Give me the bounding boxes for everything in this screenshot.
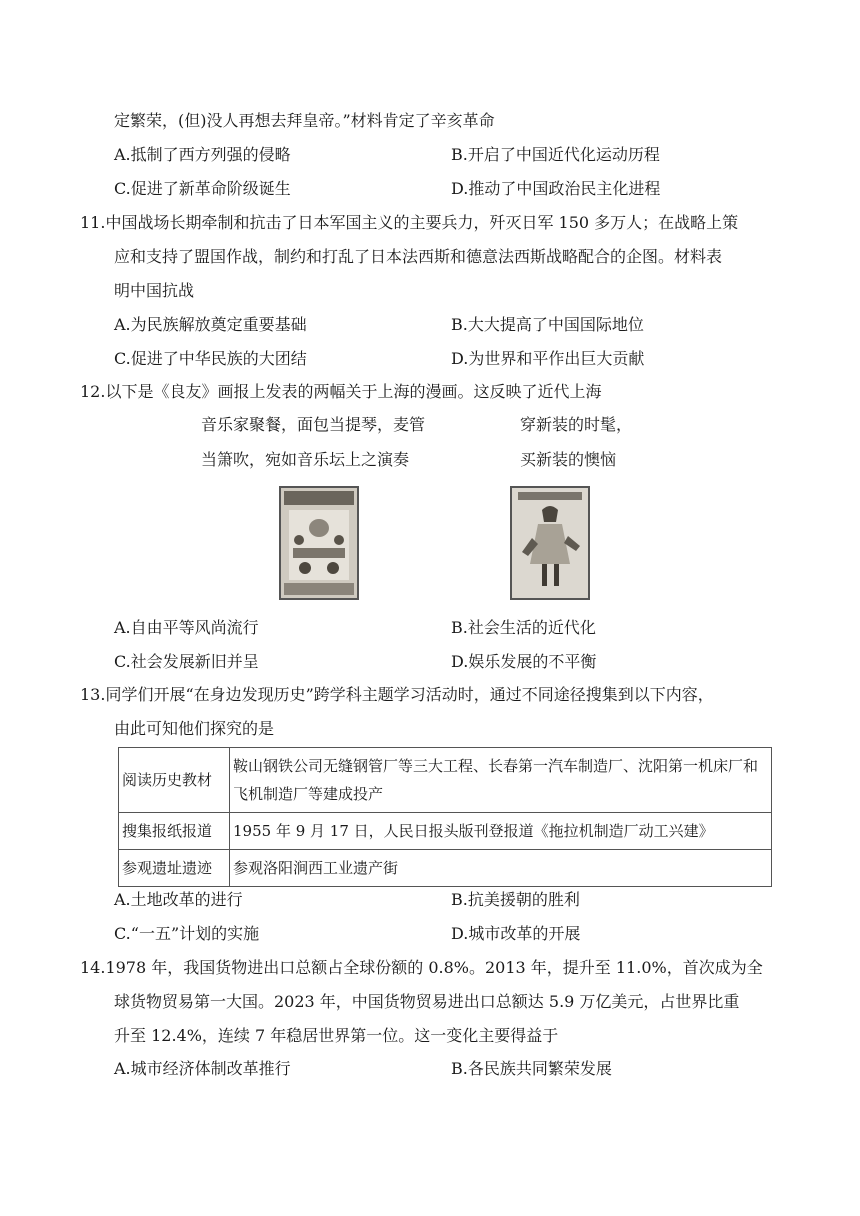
table-row bbox=[119, 748, 772, 813]
q11-option-c[interactable]: C.促进了中华民族的大团结 bbox=[114, 349, 307, 368]
q14-stem-line1: 14.1978 年，我国货物进出口总额占全球份额的 0.8%。2013 年，提升至 11.0%，首次成为全 bbox=[80, 958, 763, 977]
table-row bbox=[119, 813, 772, 850]
q12-caption-right-line1: 穿新装的时髦， bbox=[520, 415, 633, 434]
table-row bbox=[119, 850, 772, 887]
q12-option-c[interactable]: C.社会发展新旧并呈 bbox=[114, 652, 259, 671]
table-row-content: 参观洛阳涧西工业遗产街 bbox=[230, 850, 772, 887]
q11-stem-line1: 11.中国战场长期牵制和抗击了日本军国主义的主要兵力，歼灭日军 150 多万人；在战略上策 bbox=[80, 213, 739, 232]
q11-stem-line3: 明中国抗战 bbox=[114, 281, 195, 300]
q10-option-b[interactable]: B.开启了中国近代化运动历程 bbox=[451, 145, 660, 164]
table-row-header: 搜集报纸报道 bbox=[119, 813, 230, 850]
cartoon-musicians-drawing bbox=[281, 488, 357, 598]
q13-option-c[interactable]: C.“一五”计划的实施 bbox=[114, 924, 260, 943]
table-row-header: 参观遗址遗迹 bbox=[119, 850, 230, 887]
q13-option-b[interactable]: B.抗美援朝的胜利 bbox=[451, 890, 580, 909]
q11-option-b[interactable]: B.大大提高了中国国际地位 bbox=[451, 315, 644, 334]
q13-option-d[interactable]: D.城市改革的开展 bbox=[451, 924, 581, 943]
q14-stem-line2: 球货物贸易第一大国。2023 年，中国货物贸易进出口总额达 5.9 万亿美元，占世界比重 bbox=[114, 992, 740, 1011]
q14-stem-line3: 升至 12.4%，连续 7 年稳居世界第一位。这一变化主要得益于 bbox=[114, 1026, 559, 1045]
q12-stem: 12.以下是《良友》画报上发表的两幅关于上海的漫画。这反映了近代上海 bbox=[80, 382, 602, 401]
table-row-content: 1955 年 9 月 17 日，人民日报头版刊登报道《拖拉机制造厂动工兴建》 bbox=[230, 813, 772, 850]
cartoon-fashion-drawing bbox=[512, 488, 588, 598]
cartoon-fashion-image bbox=[510, 486, 590, 600]
q13-source-table bbox=[118, 747, 772, 887]
q12-caption-left-line2: 当箫吹，宛如音乐坛上之演奏 bbox=[201, 450, 410, 469]
cartoon-musicians-dining-image bbox=[279, 486, 359, 600]
q10-stem-continued: 定繁荣，(但)没人再想去拜皇帝。”材料肯定了辛亥革命 bbox=[114, 111, 495, 130]
q10-option-a[interactable]: A.抵制了西方列强的侵略 bbox=[114, 145, 291, 164]
q13-option-a[interactable]: A.土地改革的进行 bbox=[114, 890, 243, 909]
q10-option-d[interactable]: D.推动了中国政治民主化进程 bbox=[451, 179, 661, 198]
q11-option-d[interactable]: D.为世界和平作出巨大贡献 bbox=[451, 349, 645, 368]
q10-option-c[interactable]: C.促进了新革命阶级诞生 bbox=[114, 179, 291, 198]
q13-stem-line1: 13.同学们开展“在身边发现历史”跨学科主题学习活动时，通过不同途径搜集到以下内容， bbox=[80, 685, 714, 704]
q12-option-a[interactable]: A.自由平等风尚流行 bbox=[114, 618, 259, 637]
q11-option-a[interactable]: A.为民族解放奠定重要基础 bbox=[114, 315, 307, 334]
q12-option-d[interactable]: D.娱乐发展的不平衡 bbox=[451, 652, 597, 671]
q14-option-a[interactable]: A.城市经济体制改革推行 bbox=[114, 1059, 291, 1078]
q11-stem-line2: 应和支持了盟国作战，制约和打乱了日本法西斯和德意法西斯战略配合的企图。材料表 bbox=[114, 247, 723, 266]
q12-caption-right-line2: 买新装的懊恼 bbox=[520, 450, 617, 469]
q13-stem-line2: 由此可知他们探究的是 bbox=[114, 719, 275, 738]
q14-option-b[interactable]: B.各民族共同繁荣发展 bbox=[451, 1059, 612, 1078]
q12-option-b[interactable]: B.社会生活的近代化 bbox=[451, 618, 596, 637]
table-row-content: 鞍山钢铁公司无缝钢管厂等三大工程、长春第一汽车制造厂、沈阳第一机床厂和飞机制造厂等建成投产 bbox=[230, 748, 772, 813]
q12-caption-left-line1: 音乐家聚餐，面包当提琴，麦管 bbox=[201, 415, 426, 434]
table-row-header: 阅读历史教材 bbox=[119, 748, 230, 813]
